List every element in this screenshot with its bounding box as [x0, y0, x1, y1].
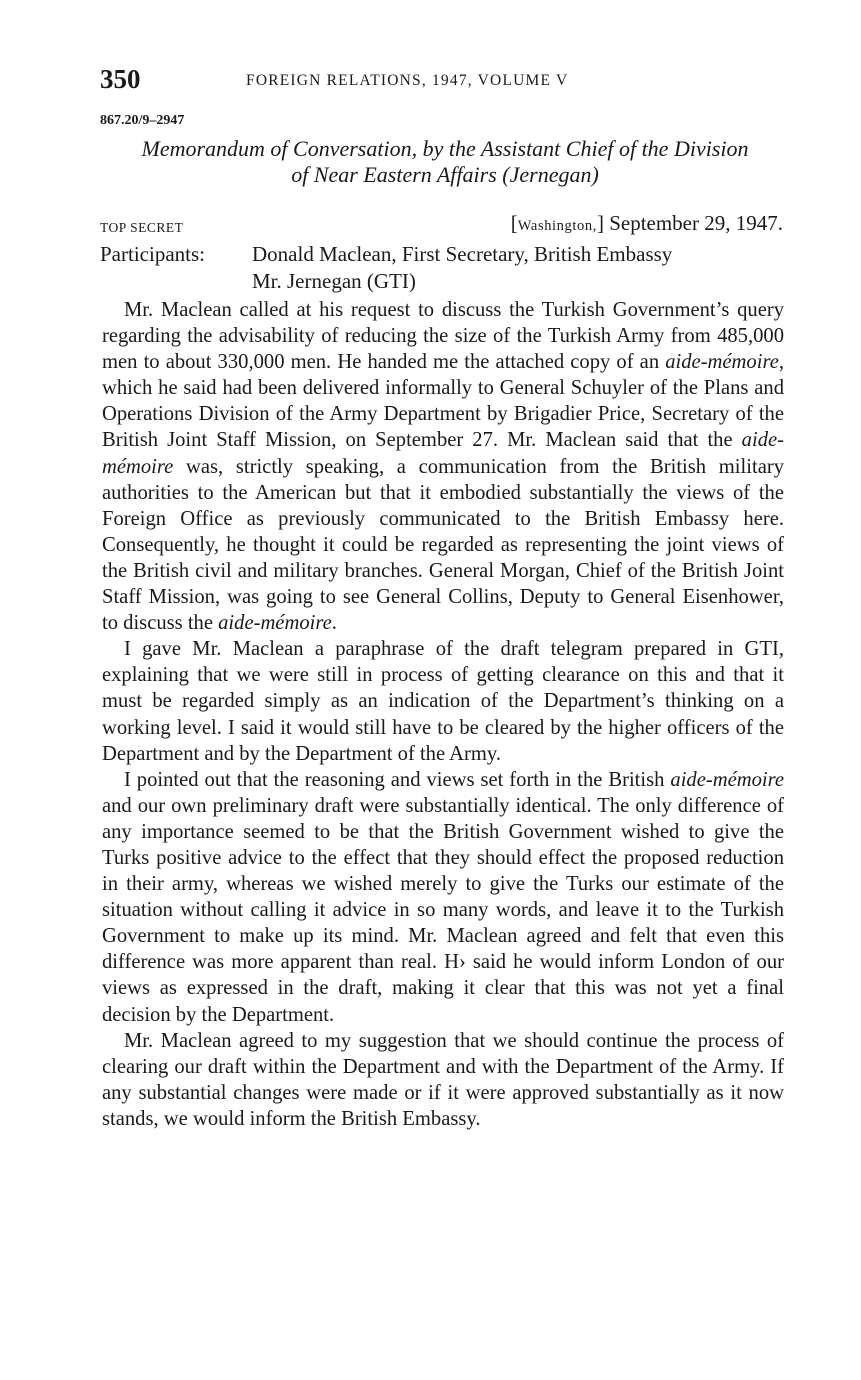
- italic-term: aide-mémoire: [670, 768, 784, 791]
- participant-1: Donald Maclean, First Secretary, British Embassy: [252, 242, 673, 266]
- page-header: [100, 64, 790, 96]
- page-number: 350: [100, 64, 141, 94]
- paragraph-3: [102, 767, 784, 1028]
- paragraph-3-text-b: and our own preliminary draft were substantially identical. The only difference of any importance seemed to be that the British Government wished to give the Turks positive advice to the effect that they should effect the proposed reduction in their army, whereas we wished merely to give the Turks our estimate of the situation without calling it advice in so many words, and leave it to the Turkish Government to make up its mind. Mr. Maclean agreed and felt that even this difference was more apparent than real. H› said he would inform London of our views as expressed in the draft, making it clear that this was not yet a final decision by the Department.: [102, 794, 784, 1026]
- classification-label: TOP SECRET: [100, 220, 184, 235]
- participant-2: Mr. Jernegan (GTI): [252, 269, 416, 293]
- dateline-place: Washington,: [517, 218, 597, 234]
- paragraph-1-text-c: was, strictly speaking, a communication from the British military authorities to the American but that it embodied substantially the views of the Foreign Office as previously communicated to the British Embassy here. Consequently, he thought it could be regarded as representing the joint views of the British civil and military branches. General Morgan, Chief of the British Joint Staff Mission, was going to see General Collins, Deputy to General Eisenhower, to discuss the: [102, 455, 784, 635]
- paragraph-1-text-b: , which he said had been delivered informally to General Schuyler of the Plans and Operations Division of the Army Department by Brigadier Price, Secretary of the British Joint Staff Mission, on September 27. Mr. Maclean said that the: [102, 351, 784, 452]
- title-line-1: Memorandum of Conversation, by the Assistant Chief of the Division: [141, 136, 749, 161]
- memo-body: [102, 297, 784, 1132]
- italic-term: aide-mémoire: [102, 429, 784, 478]
- dateline-date: September 29, 1947.: [609, 211, 783, 235]
- italic-term: aide-mémoire: [218, 612, 332, 635]
- participants-list: [252, 241, 672, 295]
- paragraph-1-text-d: .: [331, 612, 337, 635]
- title-line-2: of Near Eastern Affairs (Jernegan): [291, 162, 599, 187]
- file-number: 867.20/9–2947: [100, 113, 185, 128]
- paragraph-2: I gave Mr. Maclean a paraphrase of the draft telegram prepared in GTI, explaining that we were still in process of getting clearance on this and that it must be regarded simply as an indication of the Department’s thinking on a working level. I said it would still have to be cleared by the higher officers of the Department and by the Department of the Army.: [102, 638, 784, 765]
- paragraph-4: Mr. Maclean agreed to my suggestion that we should continue the process of clearing our draft within the Department and with the Department of the Army. If any substantial changes were made or if it were approved substantially as it now stands, we would inform the British Embassy.: [102, 1029, 784, 1130]
- participants-label: Participants:: [100, 242, 205, 266]
- running-head: FOREIGN RELATIONS, 1947, VOLUME V: [246, 72, 569, 89]
- document-title: [100, 136, 790, 188]
- paragraph-1: [102, 297, 784, 636]
- paragraph-3-text-a: I pointed out that the reasoning and views set forth in the British: [124, 768, 671, 791]
- paragraph-1-text-a: Mr. Maclean called at his request to discuss the Turkish Government’s query regarding the advisability of reducing the size of the Turkish Army from 485,000 men to about 330,000 men. He handed me the attached copy of an: [102, 299, 784, 374]
- dateline: [Washington,] September 29, 1947.: [510, 211, 783, 235]
- italic-term: aide-mémoire: [665, 351, 779, 374]
